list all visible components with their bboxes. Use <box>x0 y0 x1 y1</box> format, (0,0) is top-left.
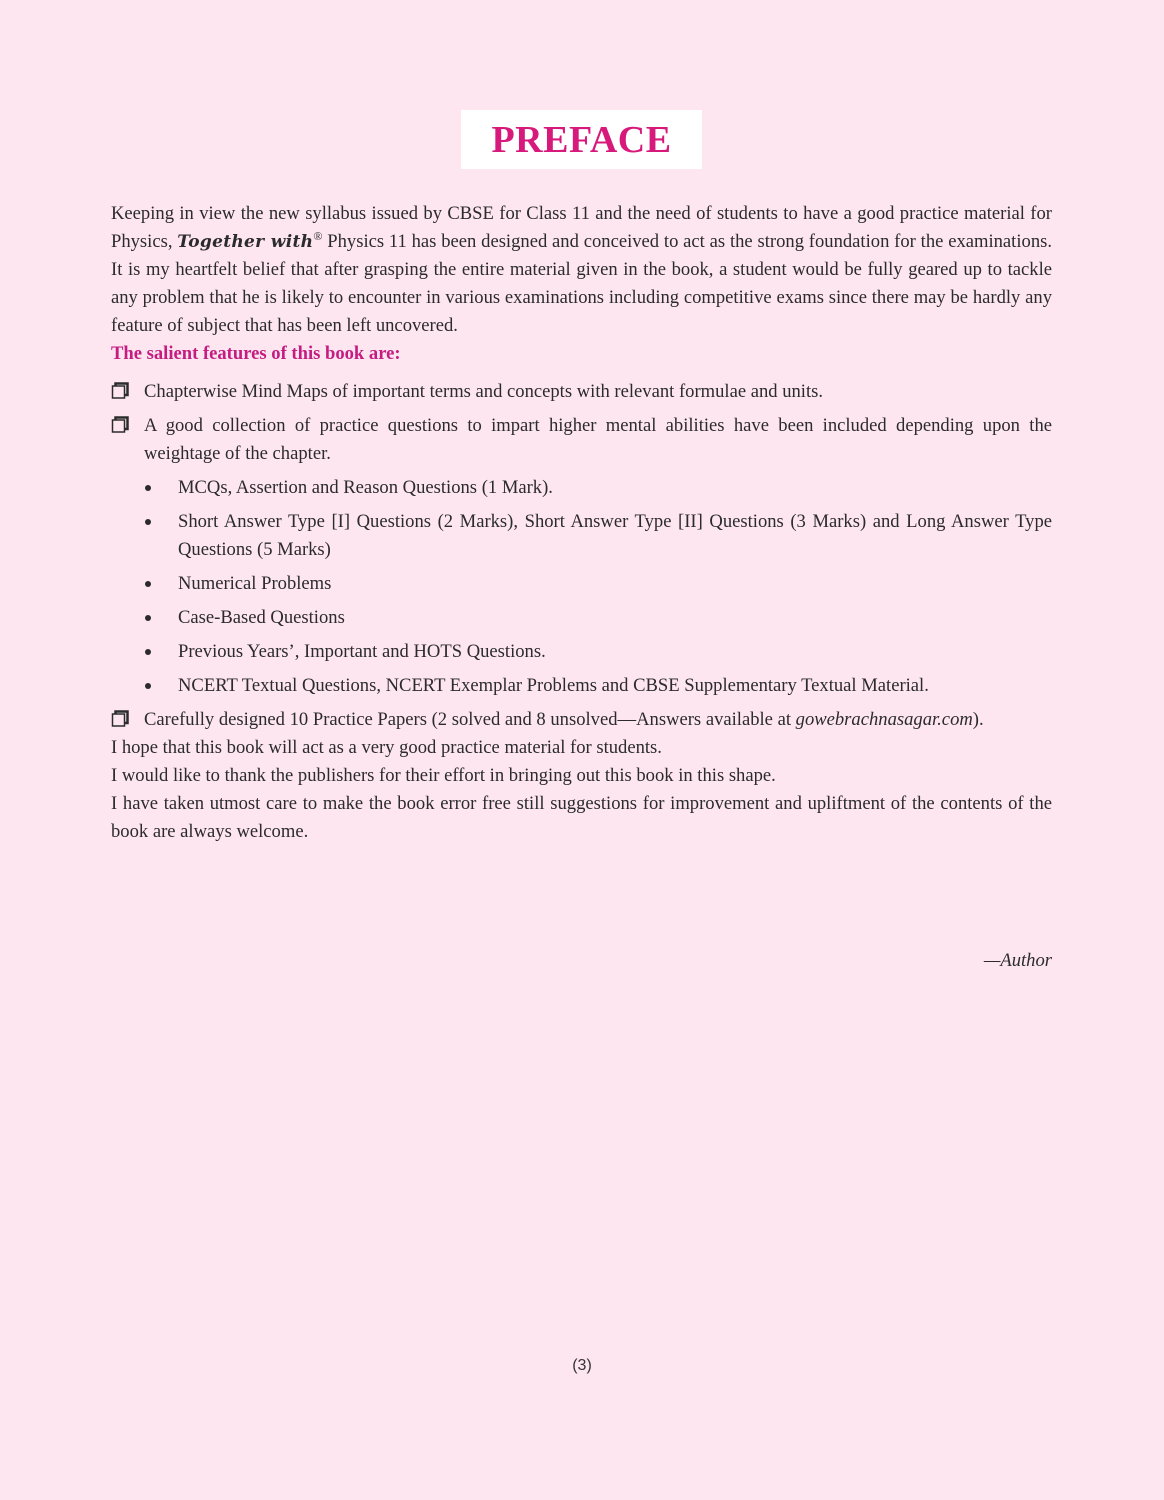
list-item-text: Numerical Problems <box>178 573 332 594</box>
closing-paragraph: I hope that this book will act as a very good practice material for students. <box>111 737 662 758</box>
feature-item-practice-papers <box>111 706 1052 734</box>
author-signature: —Author <box>983 950 1052 971</box>
list-item <box>111 604 1052 632</box>
intro-text-part2: Physics 11 has been designed and conceived to act as the strong foundation for the examinations. It is my heartfelt belief that after grasping the entire material given in the book, a student would be fully geared up to tackle any problem that he is likely to encounter in various examinations including competitive exams since there may be hardly any feature of subject that has been left uncovered. <box>111 231 1052 336</box>
features-heading: The salient features of this book are: <box>111 343 401 364</box>
checkbox-square-icon <box>111 710 129 728</box>
feature-text-suffix: ). <box>972 709 984 730</box>
brand-name: Together with <box>177 232 314 252</box>
intro-paragraph <box>111 200 1052 340</box>
closing-paragraph: I would like to thank the publishers for their effort in bringing out this book in this shape. <box>111 765 776 786</box>
feature-text: Chapterwise Mind Maps of important terms and concepts with relevant formulae and units. <box>144 381 824 402</box>
list-item <box>111 508 1052 564</box>
title-box <box>461 110 702 169</box>
preface-content <box>111 200 1052 846</box>
closing-paragraph: I have taken utmost care to make the book error free still suggestions for improvement and upliftment of the contents of the book are always welcome. <box>111 793 1052 842</box>
list-item <box>111 638 1052 666</box>
list-item <box>111 672 1052 700</box>
feature-item-practice-questions <box>111 412 1052 468</box>
registered-mark: ® <box>313 228 323 243</box>
list-item <box>111 570 1052 598</box>
bullet-icon <box>145 519 151 525</box>
checkbox-square-icon <box>111 382 129 400</box>
checkbox-square-icon <box>111 416 129 434</box>
bullet-icon <box>145 485 151 491</box>
bullet-icon <box>145 683 151 689</box>
list-item-text: Case-Based Questions <box>178 607 345 628</box>
bullet-icon <box>145 649 151 655</box>
intro-text-part1: Keeping in view the new syllabus issued by CBSE for Class 11 and the need of students to have a good practice material for Physics, <box>111 203 1052 252</box>
feature-text: Carefully designed 10 Practice Papers (2 solved and 8 unsolved—Answers available at <box>144 709 796 730</box>
list-item-text: Short Answer Type [I] Questions (2 Marks), Short Answer Type [II] Questions (3 Marks) and Long Answer Type Questions (5 Marks) <box>178 511 1052 560</box>
feature-item-mind-maps <box>111 378 1052 406</box>
list-item-text: Previous Years’, Important and HOTS Questions. <box>178 641 546 662</box>
page-title: PREFACE <box>491 118 672 161</box>
bullet-icon <box>145 615 151 621</box>
bullet-icon <box>145 581 151 587</box>
list-item-text: NCERT Textual Questions, NCERT Exemplar Problems and CBSE Supplementary Textual Material. <box>178 675 929 696</box>
feature-text: A good collection of practice questions to impart higher mental abilities have been included depending upon the weightage of the chapter. <box>144 415 1052 464</box>
website-link[interactable]: gowebrachnasagar.com <box>795 709 973 730</box>
list-item-text: MCQs, Assertion and Reason Questions (1 Mark). <box>178 477 553 498</box>
page-number: (3) <box>572 1357 592 1374</box>
list-item <box>111 474 1052 502</box>
